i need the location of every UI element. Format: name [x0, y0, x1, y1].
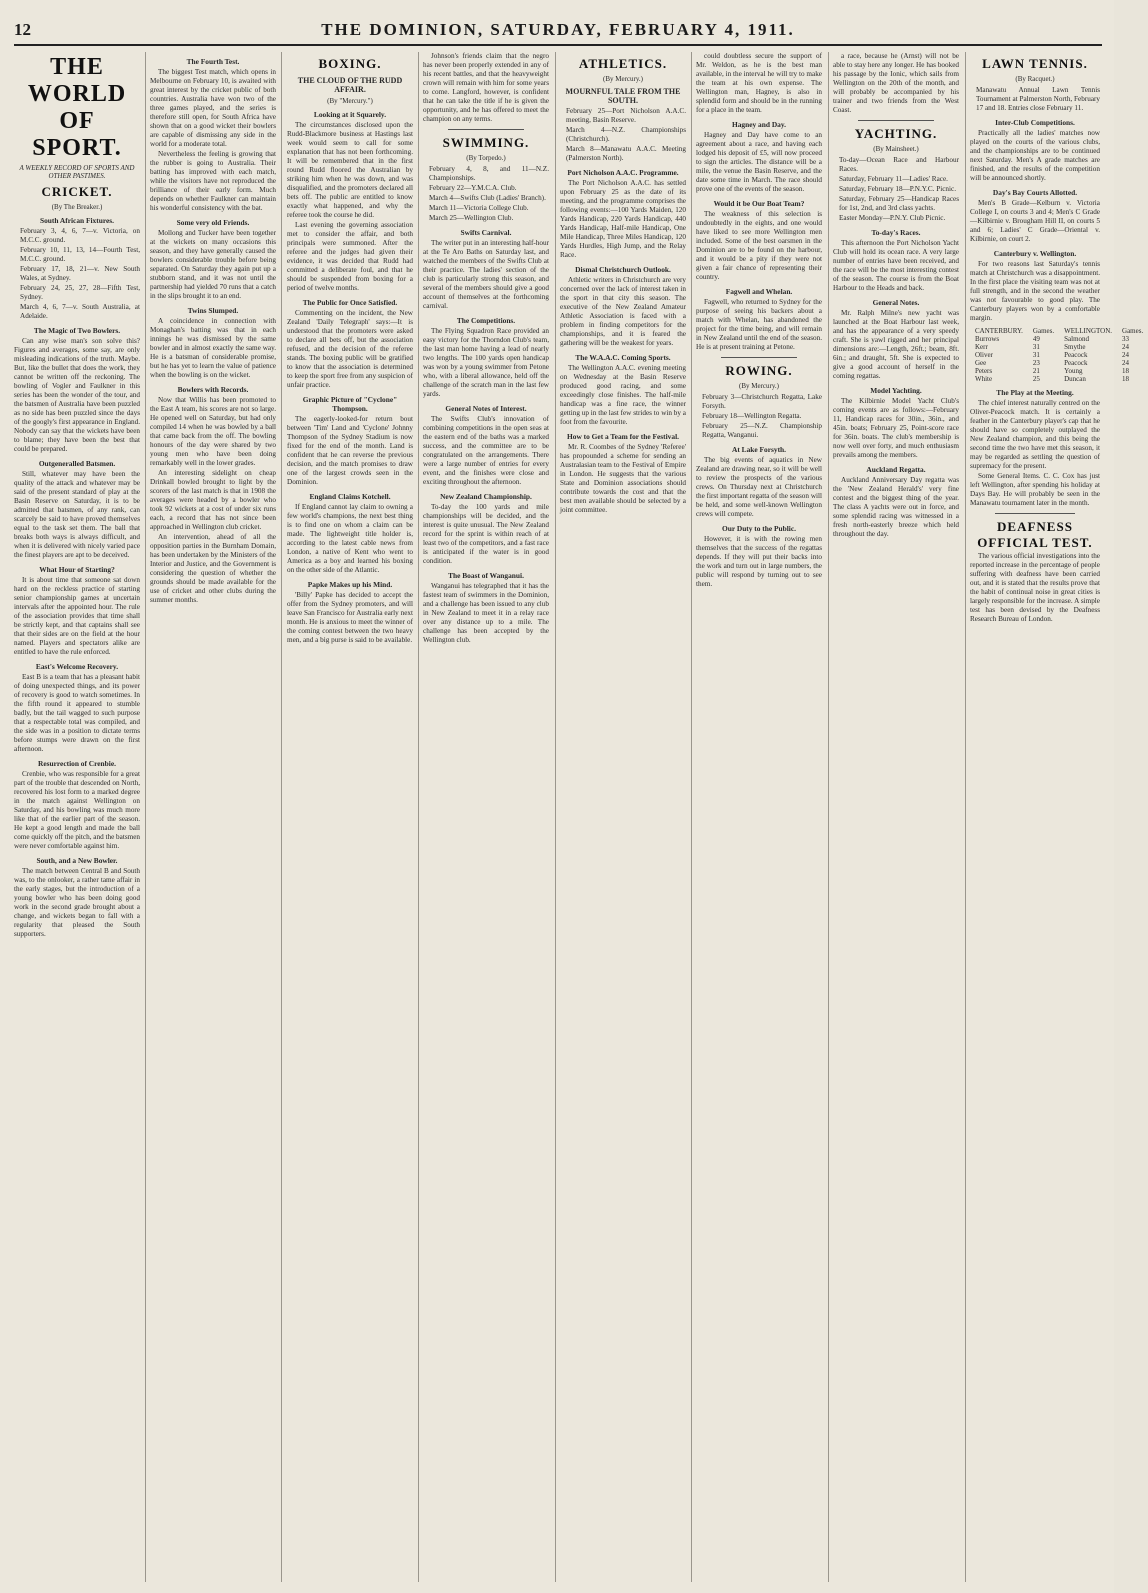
subheading: Day's Bay Courts Allotted. — [992, 188, 1078, 197]
subheading: Inter-Club Competitions. — [995, 118, 1075, 127]
article-paragraph: The match between Central B and South was, to the onlooker, a rather tame affair in the early stages, but the introduction of a young bowler who has been doing good work in the second grade brought about a change, and wickets began to fall with a regularity that pleased the South supporters. — [14, 867, 140, 938]
article-paragraph: However, it is with the rowing men themselves that the success of the regattas depends. If they will put their backs into the work and turn out in large numbers, the public will respond by turning out to see them. — [696, 535, 822, 588]
table-cell: Peacock — [1064, 359, 1088, 367]
deafness-section-title: DEAFNESS OFFICIAL TEST. — [977, 519, 1093, 550]
table-row — [970, 367, 1148, 375]
article-paragraph: Last evening the governing association met to consider the affair, and both principals were summoned. After the referee and the judges had given their evidence, it was decided that Rudd had committed a deliberate foul, and that he should be suspended from boxing for a period of twelve months. — [287, 221, 413, 292]
subheading: The Magic of Two Bowlers. — [33, 326, 121, 335]
article-paragraph: Commenting on the incident, the New Zealand 'Daily Telegraph' says:—It is understood that the promoters were asked to declare all bets off, but the association refused, and the decision of the referee stands. The boxing public will be gratified to know that the association is determined to keep the sport free from any suspicion of unfair practice. — [287, 309, 413, 389]
article-paragraph: The Flying Squadron Race provided an easy victory for the Thorndon Club's team, the last man home having a lead of nearly two lengths. The 100 yards open handicap was won by a young swimmer from Petone who, with a liberal allowance, held off the challenge of the scratch man in the last few yards. — [423, 327, 549, 398]
divider — [858, 120, 934, 121]
subheading: Model Yachting. — [870, 386, 922, 395]
article-paragraph: Mr. R. Coombes of the Sydney 'Referee' has propounded a scheme for sending an Australasian team to the Festival of Empire in London. He suggests that the various State and Dominion associations should contribute towards the cost and that the best men available should be selected by a joint committee. — [560, 443, 686, 514]
fixture-item: March 4—Swifts Club (Ladies' Branch). — [429, 194, 546, 202]
fixture-item: Saturday, February 18—P.N.Y.C. Picnic. — [839, 185, 956, 193]
subheading: Swifts Carnival. — [460, 228, 512, 237]
table-cell: Kerr — [975, 343, 988, 351]
fixture-item: February 17, 18, 21—v. New South Wales, at Sydney. — [20, 265, 140, 282]
subheading: General Notes of Interest. — [445, 404, 527, 413]
column-5 — [560, 52, 686, 1582]
table-cell: Salmond — [1064, 335, 1090, 343]
subheading: Twins Slumped. — [187, 306, 239, 315]
article-paragraph: The Port Nicholson A.A.C. has settled upon February 25 as the date of its meeting, and the programme comprises the following events:—100 Yards Maiden, 120 Yards Handicap, 220 Yards Handicap, 440 Yards Handicap, Half-mile Handicap, One Mile Handicap, Three Miles Handicap, 120 Yards Hurdles, High Jump, and the Relay Race. — [560, 179, 686, 259]
fixture-item: March 25—Wellington Club. — [429, 214, 514, 222]
article-paragraph: 'Billy' Papke has decided to accept the offer from the Sydney promoters, and will leave San Francisco for Australia early next month. He is anxious to meet the winner of the coming contest between the two heavy men, and a big purse is said to be available. — [287, 591, 413, 644]
subheading: The W.A.A.C. Coming Sports. — [575, 353, 671, 362]
subheading: Looking at it Squarely. — [313, 110, 387, 119]
article-paragraph: Hagney and Day have come to an agreement about a race, and having each lodged his deposit of £5, will now proceed to sign the articles. The distance will be a mile, the venue the Basin Reserve, and the date some time in March. The race should prove one of the events of the season. — [696, 131, 822, 193]
article-paragraph: Now that Willis has been promoted to the East A team, his scores are not so large. He opened well on Saturday, but had only compiled 14 when he was bowled by a ball that came back from the off. The bowling honours of the day were shared by two young men who have been doing remarkably well in the lower grades. — [150, 396, 276, 467]
article-paragraph: An intervention, ahead of all the opposition parties in the Burnham Domain, has been undertaken by the Ministers of the Interior and Justice, and the Government is considering the question of whether the grounds should be made available for the use of cricket and other clubs during the summer months. — [150, 533, 276, 604]
column-4 — [423, 52, 549, 1582]
table-row — [970, 375, 1148, 383]
fixture-item: February 22—Y.M.C.A. Club. — [429, 184, 517, 192]
article-paragraph: Fagwell, who returned to Sydney for the purpose of seeing his backers about a match with Whelan, has abandoned the project for the time being, and will remain in New Zealand until the end of the season. He is at present training at Petone. — [696, 298, 822, 351]
article-paragraph: The Swifts Club's innovation of combining competitions in the open seas at the eastern end of the baths was a marked success, and the committee are to be congratulated on the arrangements. There were a large number of entries for every event, and the finishes were close and exciting throughout the afternoon. — [423, 415, 549, 486]
article-paragraph: a race, because he (Arnst) will not be able to stay here any longer. He has booked his passage by the Ionic, which sails from Wellington on the 20th of the month, and will probably be accompanied by his trainer and two friends from the West Coast. — [833, 52, 959, 114]
article-paragraph: For two reasons last Saturday's tennis match at Christchurch was a disappointment. In the first place the visiting team was not at full strength, and in the second the weather was not favourable to good play. The Canterbury players won by a comfortable margin. — [970, 260, 1100, 322]
subheading: Graphic Picture of "Cyclone" Thompson. — [302, 395, 398, 413]
subheading: Fagwell and Whelan. — [725, 287, 793, 296]
article-paragraph: Men's B Grade—Kelburn v. Victoria College I, on courts 3 and 4; Men's C Grade—Kilbirnie v. Brougham Hill II, on courts 5 and 6; Ladies' C Grade—Oriental v. Kilbirnie, on court 2. — [970, 199, 1100, 243]
feature-title: THE WORLD OF SPORT. — [27, 54, 127, 161]
results-table — [970, 327, 1148, 383]
article-paragraph: East B is a team that has a pleasant habit of doing unexpected things, and its power of recovery is good to watch sometimes. In the fifth round it appeared to stumble badly, but the tail wagged to such purpose that a respectable total was compiled, and the side was in a position to dictate terms before stumps were drawn on the first afternoon. — [14, 673, 140, 753]
table-cell: Burrows — [975, 335, 1000, 343]
fixture-item: Easter Monday—P.N.Y. Club Picnic. — [839, 214, 946, 222]
subheading: Outgeneralled Batsmen. — [38, 459, 116, 468]
fixture-item: February 25—N.Z. Championship Regatta, Wanganui. — [702, 422, 822, 439]
page-number: 12 — [14, 20, 31, 39]
article-paragraph: Nevertheless the feeling is growing that the rubber is going to Australia. Their batting has improved with each match, while the visitors have not reproduced the brilliance of their early form. Much depends on whether Faulkner can maintain his wonderful consistency with the bat. — [150, 150, 276, 212]
table-cell: Young — [1064, 367, 1083, 375]
table-cell: 31 — [1032, 351, 1040, 359]
byline: (By Mainsheet.) — [873, 145, 919, 153]
divider — [448, 129, 524, 130]
subheading: The Competitions. — [456, 316, 516, 325]
table-cell: 23 — [1032, 359, 1040, 367]
rowing-section-title: ROWING. — [725, 363, 793, 378]
subheading: The Public for Once Satisfied. — [302, 298, 398, 307]
subheading: At Lake Forsyth. — [732, 445, 786, 454]
subheading: The Boast of Wanganui. — [448, 571, 524, 580]
article-paragraph: Practically all the ladies' matches now played on the courts of the various clubs, and the championships are to be continued next Saturday. Men's A grade matches are finished, and the results of the competition will be announced shortly. — [970, 129, 1100, 182]
table-header: Games. — [1032, 327, 1055, 335]
byline: (By Torpedo.) — [466, 154, 506, 162]
article-paragraph: Mollong and Tucker have been together at the wickets on many occasions this season, and they have generally caused the bowlers considerable trouble before being separated. On Saturday they again put up a stubborn stand, and it was not until the partnership had yielded 70 runs that a catch in the slips brought it to an end. — [150, 229, 276, 300]
fixture-item: March 4—N.Z. Championships (Christchurch). — [566, 126, 686, 143]
subheading: What Hour of Starting? — [39, 565, 115, 574]
divider — [721, 357, 797, 358]
article-paragraph: The Wellington A.A.C. evening meeting on Wednesday at the Basin Reserve produced good racing, and some exceedingly close finishes. The half-mile handicap was a fine race, the winner getting up in the last few strides to win by a foot from the favourite. — [560, 364, 686, 426]
article-paragraph: To-day the 100 yards and mile championships will be decided, and the interest is quite unusual. The New Zealand record for the sprint is within reach of at least two of the competitors, and a fast race is anticipated if the water is in good condition. — [423, 503, 549, 565]
article-paragraph: could doubtless secure the support of Mr. Weldon, as he is the best man available, in the interval he will try to make the team at his own expense. The Wellington man, Hagney, is also in splendid form and should be in the running for a place in the team. — [696, 52, 822, 114]
table-cell: 24 — [1122, 351, 1130, 359]
subheading: East's Welcome Recovery. — [35, 662, 119, 671]
table-cell: 49 — [1032, 335, 1040, 343]
subheading: Port Nicholson A.A.C. Programme. — [567, 168, 679, 177]
article-paragraph: The big events of aquatics in New Zealand are drawing near, so it will be well to review the prospects of the various crews. On Thursday next at Christchurch the first important regatta of the season will be held, and some well-known Wellington crews will compete. — [696, 456, 822, 518]
table-row — [970, 359, 1148, 367]
table-cell: Oliver — [975, 351, 993, 359]
column-rule — [555, 52, 556, 1582]
column-rule — [418, 52, 419, 1582]
article-paragraph: An interesting sidelight on cheap Drinkall bowled brought to light by the scorers of the last match is that in 1908 the averages were headed by a bowler who took 92 wickets at a cost of under six runs each, a record that has not since been approached in Wellington club cricket. — [150, 469, 276, 531]
table-row — [970, 335, 1148, 343]
column-3 — [287, 52, 413, 1582]
column-8 — [970, 52, 1144, 1582]
column-rule — [965, 52, 966, 1582]
table-header: Games. — [1122, 327, 1144, 335]
subheading: Dismal Christchurch Outlook. — [575, 265, 671, 274]
subheading: Some very old Friends. — [176, 218, 250, 227]
headline: MOURNFUL TALE FROM THE SOUTH. — [565, 87, 681, 105]
article-paragraph: Crenbie, who was responsible for a great part of the trouble that descended on North, recovered his lost form to a marked degree in the match against Wellington on Saturday, and his bowling was much more like that of the earlier part of the season. He kept a good length and made the ball come quickly off the pitch, and the batsmen were never comfortable against him. — [14, 770, 141, 850]
subheading: South, and a New Bowler. — [36, 856, 118, 865]
athletics-section-title: ATHLETICS. — [578, 56, 668, 71]
column-1 — [14, 52, 140, 1582]
table-cell: 18 — [1122, 367, 1130, 375]
subheading: How to Get a Team for the Festival. — [567, 432, 679, 441]
article-paragraph: The eagerly-looked-for return bout between 'Tim' Land and 'Cyclone' Johnny Thompson of the Sydney Stadium is now fixed for the end of the month. Land is confident that he can reverse the previous decision, and the match promises to draw one of the largest crowds seen in the Dominion. — [287, 415, 413, 486]
subheading: Hagney and Day. — [731, 120, 786, 129]
table-row — [970, 351, 1148, 359]
column-rule — [281, 52, 282, 1582]
article-paragraph: The circumstances disclosed upon the Rudd-Blackmore business at Hastings last week would seem to call for some explanation that has not been forthcoming. It will be remembered that in the first round Rudd floored the Australian by striking him when he was down, and was disqualified, and the promoters declared all bets off. The public are entitled to know exactly what happened, and why the referee took the course he did. — [287, 121, 413, 219]
table-header: WELLINGTON. — [1064, 327, 1113, 335]
subheading: Auckland Regatta. — [866, 465, 926, 474]
subheading: Would it be Our Boat Team? — [713, 199, 805, 208]
table-cell: Peters — [975, 367, 993, 375]
column-rule — [828, 52, 829, 1582]
article-paragraph: Mr. Ralph Milne's new yacht was launched at the Boat Harbour last week, and has the appearance of a very speedy craft. She is yawl rigged and her principal dimensions are:—Length, 26ft.; beam, 8ft. 6in.; and draught, 5ft. She is expected to give a good account of herself in the coming regattas. — [833, 309, 959, 380]
byline: (By Racquet.) — [1015, 75, 1055, 83]
subheading: South African Fixtures. — [40, 216, 114, 225]
article-paragraph: The various official investigations into the reported increase in the percentage of people suffering with deafness have been carried out, and it is stated that the results prove that the habit of continual noise in great cities is largely responsible for the increase. A simple test has been devised by the Deafness Research Bureau of London. — [970, 552, 1100, 623]
subheading: Resurrection of Crenbie. — [38, 759, 116, 768]
masthead — [14, 20, 1102, 46]
table-cell: 24 — [1122, 359, 1130, 367]
article-paragraph: Auckland Anniversary Day regatta was the 'New Zealand Herald's' very fine contest and the biggest thing of the year. The class A yachts were out in force, and some splendid racing was witnessed in a fresh north-easterly breeze which held throughout the day. — [833, 476, 959, 538]
table-cell: Gee — [975, 359, 987, 367]
article-paragraph: Johnson's friends claim that the negro has never been properly extended in any of his recent battles, and that the heavyweight crown will remain with him for some years to come. Langford, however, is confident that he can take the title if he is given the opportunity, and he has offered to meet the champion on any terms. — [423, 52, 549, 123]
subheading: England Claims Kotchell. — [309, 492, 391, 501]
feature-tagline: A WEEKLY RECORD OF SPORTS AND OTHER PASTIMES. — [19, 164, 135, 180]
fixture-item: Manawatu Annual Lawn Tennis Tournament at Palmerston North, February 17 and 18. Entries close February 11. — [976, 86, 1100, 112]
subheading: The Play at the Meeting. — [996, 388, 1074, 397]
table-cell: Peacock — [1064, 351, 1088, 359]
table-cell: 21 — [1032, 367, 1040, 375]
column-7 — [833, 52, 959, 1582]
fixture-item: February 18—Wellington Regatta. — [702, 412, 802, 420]
fixture-item: February 4, 8, and 11—N.Z. Championships. — [429, 165, 549, 182]
headline: THE CLOUD OF THE RUDD AFFAIR. — [297, 76, 403, 94]
fixture-item: To-day—Ocean Race and Harbour Races. — [839, 156, 959, 173]
fixture-item: Saturday, February 11—Ladies' Race. — [839, 175, 948, 183]
table-cell: 25 — [1032, 375, 1040, 383]
swimming-section-title: SWIMMING. — [442, 135, 530, 150]
article-paragraph: A coincidence in connection with Monaghan's batting was that in each innings he was dismissed by the same bowler and in almost exactly the same way. He is a batsman of considerable promise, but he has yet to learn the value of patience when the bowling is on the wicket. — [150, 317, 276, 379]
byline: (By The Breaker.) — [51, 203, 103, 211]
article-paragraph: The writer put in an interesting half-hour at the Te Aro Baths on Saturday last, and watched the members of the Swifts Club at their practice. The ladies' section of the club is particularly strong this season, and several of the members should give a good account of themselves at the forthcoming carnival. — [423, 239, 549, 310]
column-rule — [691, 52, 692, 1582]
fixture-item: February 25—Port Nicholson A.A.C. meeting, Basin Reserve. — [566, 107, 686, 124]
article-paragraph: Athletic writers in Christchurch are very concerned over the lack of interest taken in the sport in that city this season. The executive of the New Zealand Amateur Athletic Association is faced with a problem in finding competitors for the championships, and it is feared the gathering will be the weakest for years. — [560, 276, 686, 347]
article-paragraph: Still, whatever may have been the quality of the attack and whatever may be said of the present standard of play at the Basin Reserve on Saturday, it is to be admitted that batsmen, of any rank, can scarcely be said to have proved themselves equal to the task set them. The ball that breaks both ways is always difficult, and when it is delivered with nicely varied pace the finest players are apt to be deceived. — [14, 470, 140, 559]
column-rule — [145, 52, 146, 1582]
yachting-section-title: YACHTING. — [854, 126, 938, 141]
article-paragraph: If England cannot lay claim to owning a few world's champions, the next best thing is to find one on whom a claim can be made. The lightweight title holder is, according to the latest cable news from London, a native of Kent who went to America as a boy and learned his boxing on the other side of the Atlantic. — [287, 503, 413, 574]
byline: (By "Mercury.") — [327, 97, 373, 105]
article-paragraph: Can any wise man's son solve this? Figures and averages, some say, are only misleading indications of the truth. Maybe. But, like the bullet that does the work, they cannot be written off the reckoning. The bowling of Vogler and Faulkner in this series has been the wonder of the tour, and the batsmen of Australia have been puzzled as no side has been puzzled since the days of the googly's first appearance in England. Nobody can say that the wickets have been to blame; they have been the best that could be prepared. — [14, 337, 140, 453]
byline: (By Mercury.) — [603, 75, 643, 83]
article-paragraph: The weakness of this selection is undoubtedly in the eights, and one would have liked to see more Wellington men included. Some of the best oarsmen in the Dominion are to be found on the harbour, and it would be a pity if they were not given a fair chance of representing their country. — [696, 210, 822, 281]
subheading: The Fourth Test. — [186, 57, 240, 66]
fixture-item: March 4, 6, 7—v. South Australia, at Adelaide. — [20, 303, 140, 320]
fixture-item: March 8—Manawatu A.A.C. Meeting (Palmerston North). — [566, 145, 686, 162]
article-paragraph: The biggest Test match, which opens in Melbourne on February 10, is awaited with great interest by the cricket public of both countries. Australia have won two of the three games played, and the series is therefore still open, for South Africa have shown that on a good wicket their bowlers are capable of dismissing any side in the world for a moderate total. — [150, 68, 276, 148]
table-row — [970, 343, 1148, 351]
newspaper-title: THE DOMINION, SATURDAY, FEBRUARY 4, 1911. — [321, 20, 795, 39]
article-paragraph: Wanganui has telegraphed that it has the fastest team of swimmers in the Dominion, and a challenge has been issued to any club in New Zealand to meet it in a relay race over any distance up to a mile. The challenge has been accepted by the Wellington club. — [423, 582, 549, 644]
fixture-item: February 3, 4, 6, 7—v. Victoria, on M.C.C. ground. — [20, 227, 140, 244]
subheading: Our Duty to the Public. — [722, 524, 796, 533]
table-cell: 24 — [1122, 343, 1130, 351]
cricket-section-title: CRICKET. — [41, 184, 113, 199]
column-6 — [696, 52, 822, 1582]
subheading: Canterbury v. Wellington. — [993, 249, 1077, 258]
article-paragraph: It is about time that someone sat down hard on the reckless practice of starting senior championship games at uncertain intervals after the appointed hour. The rule of the association provides that time shall be strictly kept, and that captains shall see that their sides are on the field at the hour named. Players and spectators alike are entitled to have the rule enforced. — [14, 576, 140, 656]
fixture-item: February 3—Christchurch Regatta, Lake Forsyth. — [702, 393, 822, 410]
table-cell: 33 — [1122, 335, 1130, 343]
subheading: General Notes. — [872, 298, 920, 307]
boxing-section-title: BOXING. — [318, 56, 382, 71]
column-2 — [150, 52, 276, 1582]
lawn-tennis-section-title: LAWN TENNIS. — [982, 56, 1088, 71]
table-cell: White — [975, 375, 993, 383]
fixture-item: March 11—Victoria College Club. — [429, 204, 529, 212]
fixture-item: February 10, 11, 13, 14—Fourth Test, M.C.C. ground. — [20, 246, 140, 263]
table-cell: Duncan — [1064, 375, 1086, 383]
table-cell: 31 — [1032, 343, 1040, 351]
article-paragraph: The Kilbirnie Model Yacht Club's coming events are as follows:—February 11, Handicap races for 30in., 36in., and 45in. boats; February 25, Point-score race for 36in. boats. The club's membership is now well over forty, and much enthusiasm prevails among the members. — [833, 397, 959, 459]
table-cell: Smythe — [1064, 343, 1086, 351]
divider — [995, 513, 1075, 514]
table-header: CANTERBURY. — [975, 327, 1023, 335]
subheading: Papke Makes up his Mind. — [307, 580, 393, 589]
article-paragraph: This afternoon the Port Nicholson Yacht Club will hold its ocean race. A very large number of entries have been received, and the race will be the most interesting contest of the season. The course is from the Boat Harbour to the Heads and back. — [833, 239, 959, 292]
fixture-item: February 24, 25, 27, 28—Fifth Test, Sydney. — [20, 284, 140, 301]
subheading: Bowlers with Records. — [177, 385, 249, 394]
table-cell: 18 — [1122, 375, 1130, 383]
byline: (By Mercury.) — [739, 382, 779, 390]
article-paragraph: The chief interest naturally centred on the Oliver-Peacock match. It is certainly a feather in the Canterbury player's cap that he should have so completely outplayed the New Zealand champion, and this being the second time the two have met this season, it may be regarded as settling the question of supremacy for the present. — [970, 399, 1100, 470]
subheading: New Zealand Championship. — [440, 492, 532, 501]
fixture-item: Saturday, February 25—Handicap Races for 1st, 2nd, and 3rd class yachts. — [839, 195, 959, 212]
article-paragraph: Some General Items. C. C. Cox has just left Wellington, after spending his holiday at Days Bay. He will probably be seen in the Manawatu tournament later in the month. — [970, 472, 1100, 507]
subheading: To-day's Races. — [871, 228, 921, 237]
